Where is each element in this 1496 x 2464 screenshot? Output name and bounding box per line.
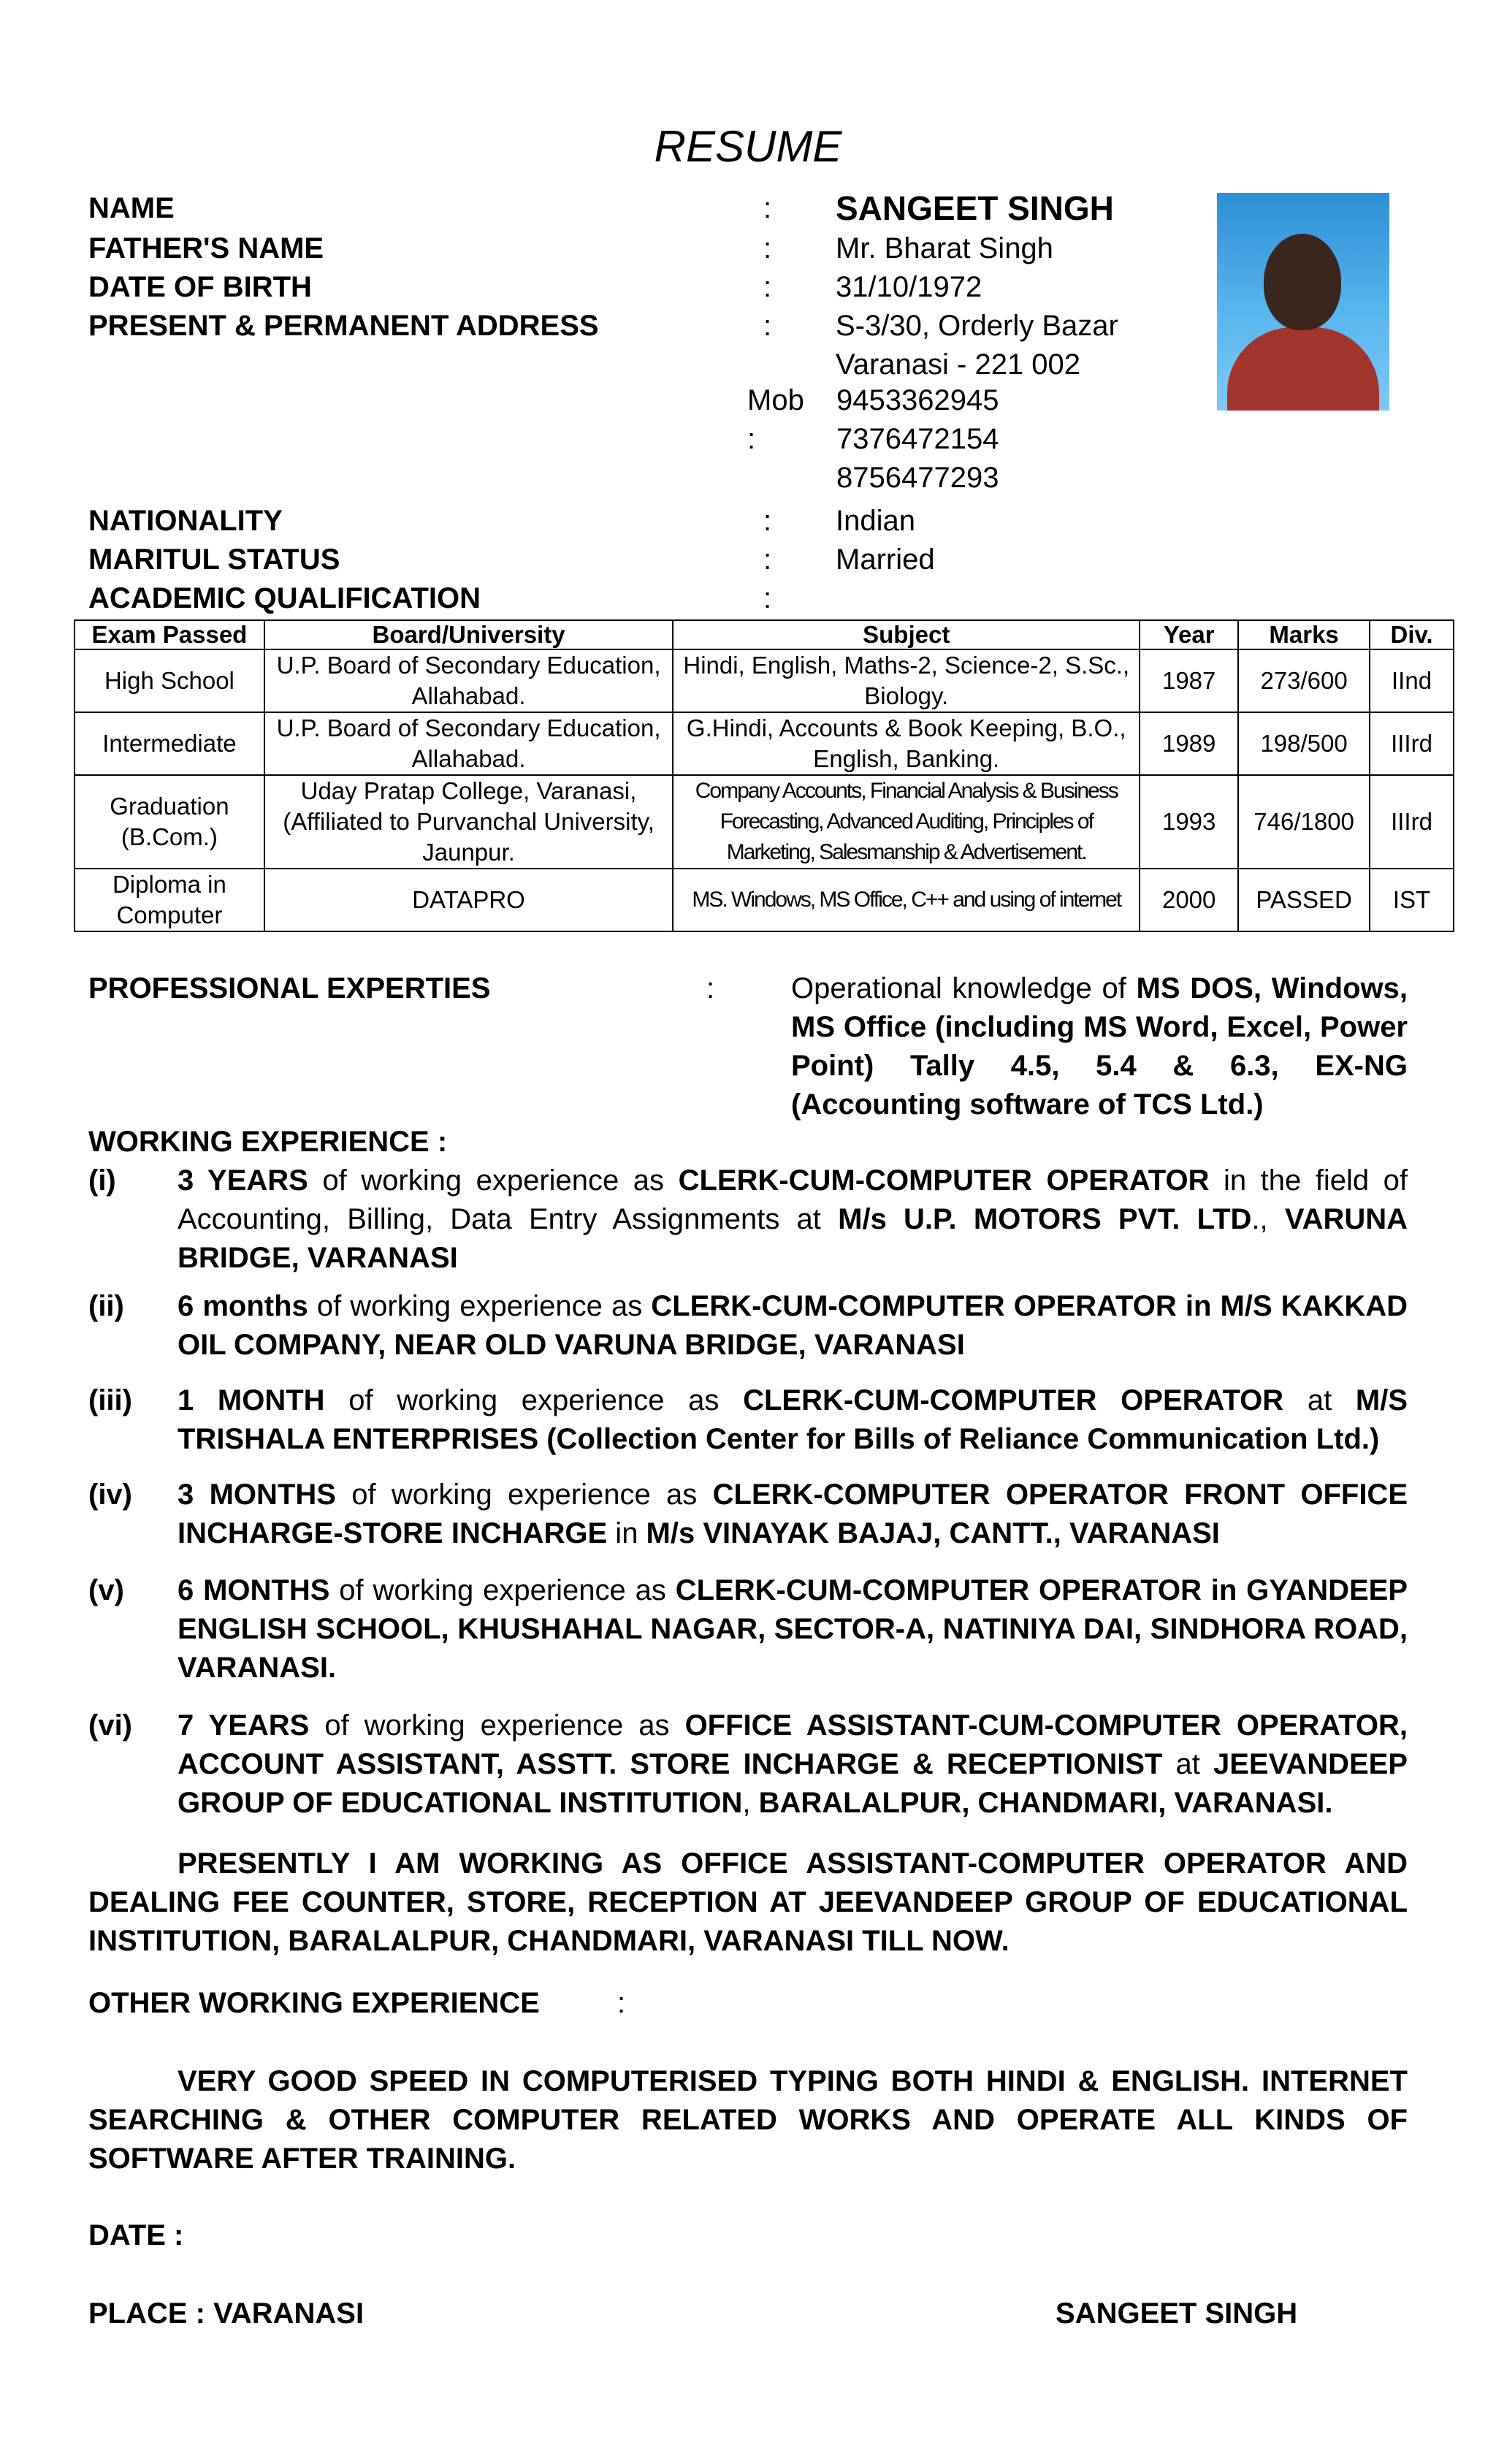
div-cell: IInd: [1370, 649, 1454, 712]
nationality-value: Indian: [836, 505, 915, 537]
colon: :: [763, 543, 772, 576]
item-duration: 6 months: [178, 1290, 308, 1322]
table-header: Marks: [1238, 620, 1370, 649]
dob-row: [88, 267, 1408, 307]
item-role: CLERK-COMPUTER OPERATOR FRONT OFFICE INCHARGE-STORE INCHARGE: [178, 1479, 1408, 1549]
item-role: CLERK-CUM-COMPUTER OPERATOR: [743, 1384, 1284, 1416]
item-number: (v): [88, 1574, 124, 1606]
address-line2: Varanasi - 221 002: [836, 348, 1081, 381]
div-cell: IIIrd: [1370, 775, 1454, 869]
item-location: VARUNA BRIDGE, VARANASI: [178, 1203, 1408, 1274]
address-row: [88, 306, 1408, 346]
table-header: Subject: [673, 620, 1140, 649]
name-label: NAME: [88, 192, 175, 224]
table-header: Board/University: [264, 620, 673, 649]
table-row: [75, 712, 1454, 775]
item-company: M/s VINAYAK BAJAJ, CANTT., VARANASI: [646, 1517, 1220, 1549]
item-number: (ii): [88, 1290, 124, 1322]
item-text-part: at: [1162, 1748, 1213, 1780]
professional-text: [791, 969, 1408, 1124]
academic-table: [74, 619, 1454, 932]
item-number: (iv): [88, 1479, 132, 1511]
item-text-part: in the field of Accounting, Billing, Data Entry Assignments at: [178, 1164, 1408, 1235]
item-number: (i): [88, 1164, 116, 1197]
board-cell: U.P. Board of Secondary Education, Allahabad.: [264, 649, 673, 712]
table-row: [75, 775, 1454, 869]
table-row: [75, 869, 1454, 931]
table-header: Year: [1140, 620, 1238, 649]
exam-cell: Graduation (B.Com.): [75, 775, 264, 869]
marks-cell: PASSED: [1238, 869, 1370, 931]
item-text: [178, 1381, 1408, 1459]
colon: :: [763, 271, 772, 303]
experience-item: [88, 1571, 1408, 1688]
item-text-part: at: [1283, 1384, 1356, 1416]
signature-name: SANGEET SINGH: [1056, 2297, 1298, 2330]
item-text-part: .,: [1251, 1203, 1285, 1235]
colon: :: [763, 582, 772, 614]
item-duration: 6 MONTHS: [178, 1574, 330, 1606]
experience-item: [88, 1476, 1408, 1556]
date-label: DATE :: [88, 2219, 184, 2251]
page-title: RESUME: [654, 122, 842, 171]
item-text: [178, 1571, 1408, 1687]
item-duration: 3 MONTHS: [178, 1479, 336, 1511]
colon: :: [763, 505, 772, 537]
father-value: Mr. Bharat Singh: [836, 232, 1053, 264]
year-cell: 1987: [1140, 649, 1238, 712]
experience-item: [88, 1706, 1408, 1823]
item-text: [178, 1706, 1408, 1823]
subject-cell: MS. Windows, MS Office, C++ and using of internet: [673, 869, 1140, 931]
other-label: OTHER WORKING EXPERIENCE: [88, 1987, 540, 2019]
academic-label: ACADEMIC QUALIFICATION: [88, 582, 481, 614]
colon: :: [617, 1987, 626, 2019]
item-role: CLERK-CUM-COMPUTER OPERATOR in GYANDEEP ENGLISH SCHOOL, KHUSHAHAL NAGAR, SECTOR-A, NATINIYA DAI, SINDHORA ROAD, VARANASI.: [178, 1574, 1408, 1684]
nationality-label: NATIONALITY: [88, 505, 283, 537]
item-duration: 1 MONTH: [178, 1384, 325, 1416]
dob-value: 31/10/1972: [836, 271, 982, 303]
item-role: CLERK-CUM-COMPUTER OPERATOR in M/S KAKKAD OIL COMPANY, NEAR OLD VARUNA BRIDGE, VARANASI: [178, 1290, 1408, 1361]
item-location: BARALALPUR, CHANDMARI, VARANASI.: [758, 1787, 1333, 1819]
mobile-label: Mob :: [747, 384, 804, 455]
year-cell: 2000: [1140, 869, 1238, 931]
div-cell: IST: [1370, 869, 1454, 931]
father-row: [88, 229, 1408, 268]
table-header: Div.: [1370, 620, 1454, 649]
experience-item: [88, 1381, 1408, 1462]
item-text-part: in: [607, 1517, 646, 1549]
dob-label: DATE OF BIRTH: [88, 271, 312, 303]
year-cell: 1989: [1140, 712, 1238, 775]
item-text: [178, 1162, 1408, 1278]
item-text-part: of working experience as: [335, 1479, 713, 1511]
colon: :: [763, 310, 772, 342]
address-label: PRESENT & PERMANENT ADDRESS: [88, 310, 599, 342]
footer-row: [88, 2295, 1408, 2334]
board-cell: Uday Pratap College, Varanasi, (Affiliated to Purvanchal University, Jaunpur.: [264, 775, 673, 869]
item-duration: 3 YEARS: [178, 1164, 308, 1197]
name-row: [88, 188, 1408, 228]
item-number: (iii): [88, 1384, 132, 1416]
address-row-2: [88, 345, 1408, 384]
year-cell: 1993: [1140, 775, 1238, 869]
item-text-part: of working experience as: [329, 1574, 676, 1606]
board-cell: U.P. Board of Secondary Education, Allahabad.: [264, 712, 673, 775]
item-text-part: of working experience as: [308, 1290, 652, 1322]
experience-heading: WORKING EXPERIENCE :: [88, 1126, 448, 1158]
professional-label: PROFESSIONAL EXPERTIES: [88, 972, 491, 1004]
colon: :: [706, 972, 715, 1004]
item-number: (vi): [88, 1709, 132, 1742]
colon: :: [763, 192, 772, 224]
table-header: Exam Passed: [75, 620, 264, 649]
nationality-row: [88, 501, 1408, 541]
subject-cell: Hindi, English, Maths-2, Science-2, S.Sc., Biology.: [673, 649, 1140, 712]
marks-cell: 198/500: [1238, 712, 1370, 775]
experience-item: [88, 1162, 1408, 1278]
marks-cell: 273/600: [1238, 649, 1370, 712]
item-role: CLERK-CUM-COMPUTER OPERATOR: [678, 1164, 1210, 1197]
other-experience-heading: [88, 1984, 1408, 2024]
table-header-row: [75, 620, 1454, 649]
mobile-number: 9453362945: [836, 384, 999, 416]
item-text: [178, 1287, 1408, 1365]
div-cell: IIIrd: [1370, 712, 1454, 775]
marital-label: MARITUL STATUS: [88, 543, 340, 576]
marital-value: Married: [836, 543, 935, 576]
address-line1: S-3/30, Orderly Bazar: [836, 310, 1118, 342]
other-experience-text: VERY GOOD SPEED IN COMPUTERISED TYPING BOTH HINDI & ENGLISH. INTERNET SEARCHING & OTHER COMPUTER RELATED WORKS AND OPERATE ALL KINDS OF SOFTWARE AFTER TRAINING.: [88, 2065, 1408, 2175]
item-text-part: of working experience as: [309, 1709, 685, 1742]
item-duration: 7 YEARS: [178, 1709, 310, 1742]
mobile-number: 7376472154: [836, 423, 999, 455]
place-label: PLACE : VARANASI: [88, 2297, 365, 2330]
item-text-part: of working experience as: [324, 1384, 744, 1416]
exam-cell: High School: [75, 649, 264, 712]
colon: :: [763, 232, 772, 264]
item-text-part: ,: [742, 1787, 759, 1819]
item-text: [178, 1476, 1408, 1553]
exam-cell: Diploma in Computer: [75, 869, 264, 931]
item-role: OFFICE ASSISTANT-CUM-COMPUTER OPERATOR, ACCOUNT ASSISTANT, ASSTT. STORE INCHARGE & RECEPTIONIST: [178, 1709, 1408, 1780]
item-company: M/s U.P. MOTORS PVT. LTD: [838, 1203, 1252, 1235]
subject-cell: Company Accounts, Financial Analysis & Business Forecasting, Advanced Auditing, Principles of Marketing, Salesmanship & Advertisement.: [673, 775, 1140, 869]
father-label: FATHER'S NAME: [88, 232, 324, 264]
subject-cell: G.Hindi, Accounts & Book Keeping, B.O., English, Banking.: [673, 712, 1140, 775]
experience-item: [88, 1287, 1408, 1368]
item-company: JEEVANDEEP GROUP OF EDUCATIONAL INSTITUTION: [178, 1748, 1408, 1819]
marks-cell: 746/1800: [1238, 775, 1370, 869]
mobile-list: [836, 381, 999, 497]
mobile-number: 8756477293: [836, 462, 999, 494]
professional-text-bold: MS DOS, Windows, MS Office (including MS Word, Excel, Power Point) Tally 4.5, 5.4 & 6.3, EX-NG (Accounting software of TCS Ltd.): [791, 972, 1408, 1121]
exam-cell: Intermediate: [75, 712, 264, 775]
marital-row: [88, 540, 1408, 579]
professional-text-plain: Operational knowledge of: [791, 972, 1137, 1004]
board-cell: DATAPRO: [264, 869, 673, 931]
item-company: M/S TRISHALA ENTERPRISES (Collection Center for Bills of Reliance Communication Ltd.): [178, 1384, 1408, 1455]
table-row: [75, 649, 1454, 712]
academic-row: [88, 579, 1408, 618]
item-text-part: of working experience as: [308, 1164, 679, 1197]
name-value: SANGEET SINGH: [836, 189, 1114, 227]
professional-section: [88, 969, 1408, 1124]
present-statement: PRESENTLY I AM WORKING AS OFFICE ASSISTANT-COMPUTER OPERATOR AND DEALING FEE COUNTER, STORE, RECEPTION AT JEEVANDEEP GROUP OF EDUCATIONAL INSTITUTION, BARALALPUR, CHANDMARI, VARANASI TILL NOW.: [88, 1847, 1408, 1957]
